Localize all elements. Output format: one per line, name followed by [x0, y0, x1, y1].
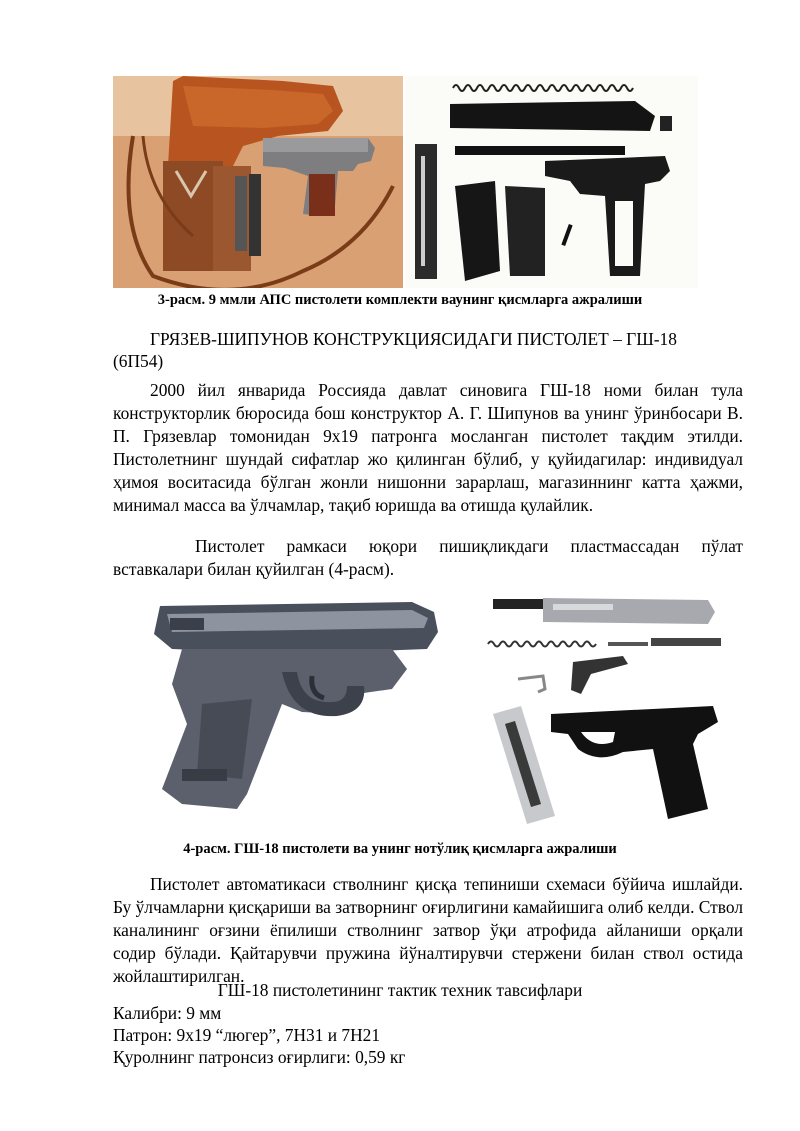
section-heading-line1: ГРЯЗЕВ-ШИПУНОВ КОНСТРУКЦИЯСИДАГИ ПИСТОЛЕТ – ГШ-18 — [150, 329, 677, 349]
paragraph-frame: Пистолет рамкаси юқори пишиқликдаги пластмассадан пўлат вставкалари билан қуйилган (4-расм). — [113, 536, 743, 579]
spec-caliber: Калибри: 9 мм — [113, 1003, 222, 1023]
section-heading-line2: (6П54) — [113, 351, 164, 371]
spec-cartridge: Патрон: 9x19 “люгер”, 7Н31 и 7Н21 — [113, 1025, 381, 1045]
gsh18-pistol-photo — [142, 594, 447, 819]
figure3-caption: 3-расм. 9 ммли АПС пистолети комплекти ваунинг қисмларга ажралиши — [157, 292, 643, 308]
aps-kit-photo — [113, 76, 403, 288]
figure4-caption: 4-расм. ГШ-18 пистолети ва унинг нотўлиқ қисмларга ажралиши — [183, 841, 617, 857]
gsh18-disassembly-photo — [483, 594, 729, 826]
specs-title: ГШ-18 пистолетининг тактик техник тавсифлари — [217, 980, 583, 1000]
spec-weight: Қуролнинг патронсиз оғирлиги: 0,59 кг — [113, 1047, 406, 1067]
section-heading — [113, 328, 743, 372]
paragraph-automatics: Пистолет автоматикаси стволнинг қисқа тепиниши схемаси бўйича ишлайди. Бу ўлчамларни қисқариши ва затворнинг оғирлигини камайишига олиб келди. Ствол каналининг оғзини ёпилиши стволнинг затвор ўқи атрофида айланиши орқали содир бўлади. Қайтарувчи пружина йўналтирувчи стержени билан ствол остида жойлаштирилган. — [113, 874, 743, 986]
aps-disassembly-photo — [405, 76, 698, 288]
paragraph-intro: 2000 йил январида Россияда давлат синовига ГШ-18 номи билан тула конструкторлик бюросида бош конструктор А. Г. Шипунов ва унинг ўринбосари В. П. Грязевлар томонидан 9x19 патронга мосланган пистолет тақдим этилди. Пистолетнинг шундай сифатлар жо қилинган бўлиб, у қуйидагилар: индивидуал ҳимоя воситасида бўлган жонли нишонни зарарлаш, магазиннинг катта ҳажми, минимал масса ва ўлчамлар, тақиб юришда ва отишда қулайлик. — [113, 380, 743, 515]
